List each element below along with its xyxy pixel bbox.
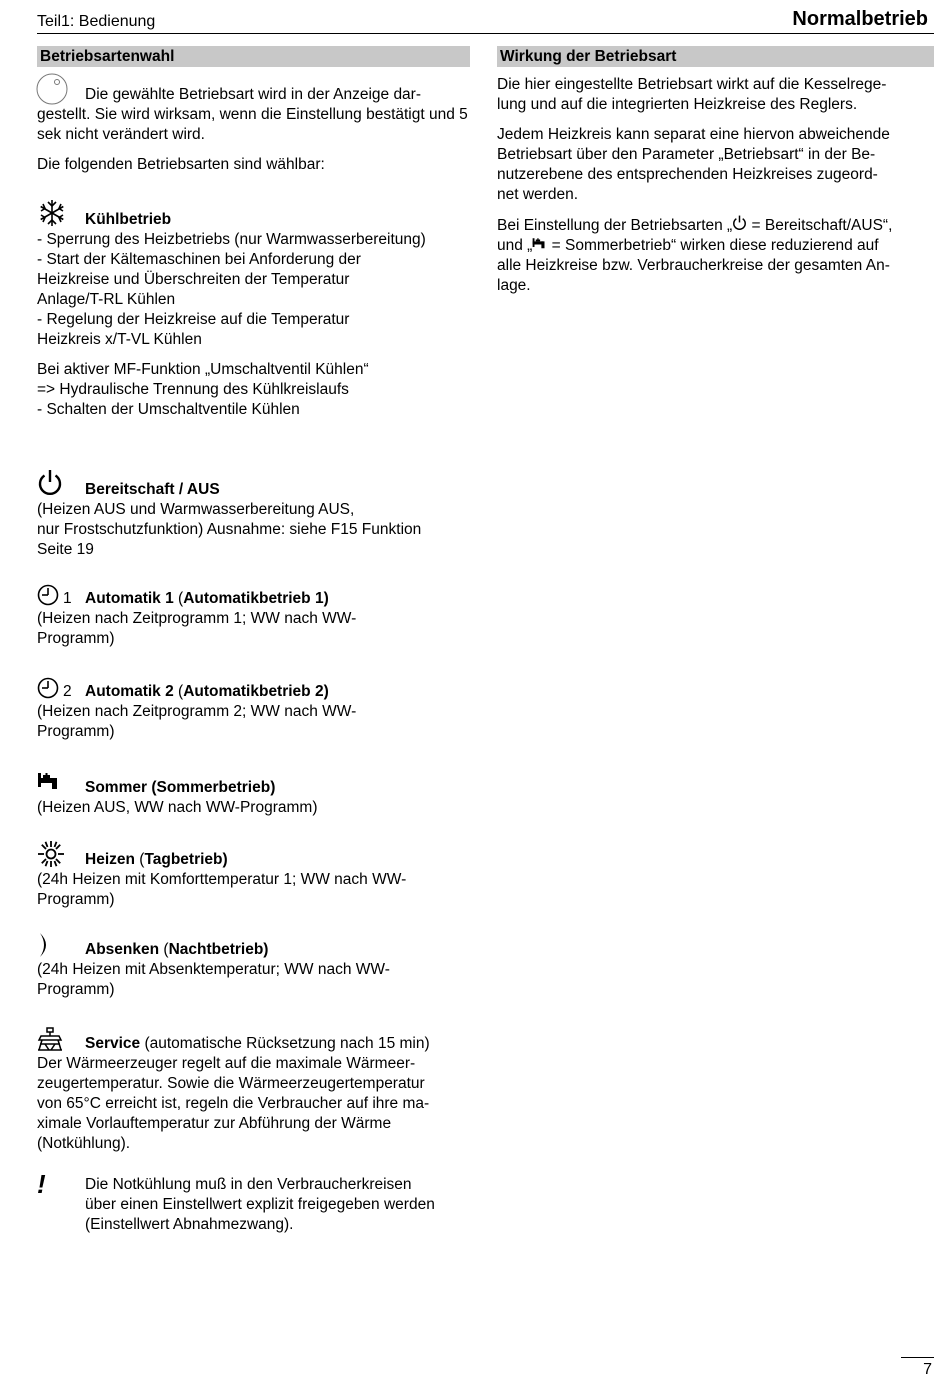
text-line: nutzerebene des entsprechenden Heizkreises zugeord- (497, 166, 878, 183)
cooling-line: Heizkreise und Überschreiten der Temperatur (37, 271, 350, 288)
left-column (37, 46, 470, 175)
cooling-line: - Regelung der Heizkreise auf die Temperatur (37, 311, 350, 328)
moon-icon (37, 932, 55, 958)
footer-divider (901, 1357, 934, 1358)
standby-line: (Heizen AUS und Warmwasserbereitung AUS, (37, 501, 355, 518)
mode-absenken (37, 932, 470, 1000)
right-column (497, 46, 934, 296)
text-line: alle Heizkreise bzw. Verbraucherkreise der gesamten An- (497, 257, 890, 274)
mode-automatik-2 (37, 678, 470, 742)
heat-line: Programm) (37, 891, 115, 908)
mode-heizen (37, 842, 470, 910)
auto2-line: (Heizen nach Zeitprogramm 2; WW nach WW- (37, 703, 357, 720)
note-line: Die Notkühlung muß in den Verbraucherkreisen (85, 1176, 412, 1193)
service-icon (37, 1026, 63, 1052)
power-icon (732, 215, 747, 231)
mode-title: Automatik 1 (Automatikbetrieb 1) (85, 590, 329, 607)
mode-number: 2 (63, 683, 72, 700)
text-line: Betriebsart über den Parameter „Betriebsart“ in der Be- (497, 146, 876, 163)
cooling-line: - Start der Kältemaschinen bei Anforderung der (37, 251, 361, 268)
auto2-line: Programm) (37, 723, 115, 740)
heat-line: (24h Heizen mit Komforttemperatur 1; WW nach WW- (37, 871, 407, 888)
header-divider (37, 33, 934, 34)
cooling-line: Anlage/T-RL Kühlen (37, 291, 176, 308)
right-para-2 (497, 125, 934, 205)
snowflake-icon (37, 198, 67, 228)
mode-service (37, 1026, 470, 1154)
power-icon (37, 469, 63, 497)
text-line: Bei Einstellung der Betriebsarten „ = Bereitschaft/AUS“, (497, 217, 893, 234)
service-line: zeugertemperatur. Sowie die Wärmeerzeugertemperatur (37, 1075, 425, 1092)
section-title-betriebsartenwahl: Betriebsartenwahl (37, 46, 470, 67)
mode-title: Absenken (Nachtbetrieb) (85, 941, 269, 958)
service-line: (Notkühlung). (37, 1135, 131, 1152)
cooling-mf-line: => Hydraulische Trennung des Kühlkreislaufs (37, 381, 349, 398)
mode-standby (37, 470, 470, 560)
note-line: über einen Einstellwert explizit freigegeben werden (85, 1196, 435, 1213)
service-line: von 65°C erreicht ist, regeln die Verbraucher auf ihre ma- (37, 1095, 430, 1112)
faucet-icon (532, 238, 547, 251)
clock-icon (37, 583, 61, 607)
right-para-3 (497, 215, 934, 296)
intro-block (37, 73, 470, 175)
mode-title: Automatik 2 (Automatikbetrieb 2) (85, 683, 329, 700)
lower-line: Programm) (37, 981, 115, 998)
lower-line: (24h Heizen mit Absenktemperatur; WW nach WW- (37, 961, 390, 978)
auto1-line: Programm) (37, 630, 115, 647)
cooling-mf-line: Bei aktiver MF-Funktion „Umschaltventil Kühlen“ (37, 361, 369, 378)
section-title-wirkung: Wirkung der Betriebsart (497, 46, 934, 67)
text-line: und „ = Sommerbetrieb“ wirken diese reduzierend auf (497, 237, 879, 254)
text-line: lage. (497, 277, 531, 294)
knob-icon (36, 73, 70, 107)
page-number: 7 (923, 1361, 932, 1378)
standby-line: Seite 19 (37, 541, 94, 558)
mode-title: Service (automatische Rücksetzung nach 15 min) (85, 1035, 430, 1052)
header-chapter: Teil1: Bedienung (37, 13, 156, 30)
summer-line: (Heizen AUS, WW nach WW-Programm) (37, 799, 318, 816)
text-line: lung und auf die integrierten Heizkreise des Reglers. (497, 96, 858, 113)
cooling-line: - Sperrung des Heizbetriebs (nur Warmwasserbereitung) (37, 231, 426, 248)
mode-title: Kühlbetrieb (85, 211, 172, 228)
intro-text: gestellt. Sie wird wirksam, wenn die Einstellung bestätigt und 5 sek nicht verändert wird. (37, 106, 468, 143)
mode-cooling (37, 198, 470, 420)
mode-title: Sommer (Sommerbetrieb) (85, 779, 276, 796)
note-line: (Einstellwert Abnahmezwang). (85, 1216, 294, 1233)
mode-sommer (37, 774, 470, 818)
exclamation-icon: ! (37, 1169, 46, 1199)
cooling-line: Heizkreis x/T-VL Kühlen (37, 331, 202, 348)
intro-line-1: Die gewählte Betriebsart wird in der Anzeige dar- (85, 86, 422, 103)
mode-title: Bereitschaft / AUS (85, 481, 220, 498)
mode-number: 1 (63, 590, 72, 607)
selectable-intro: Die folgenden Betriebsarten sind wählbar: (37, 156, 325, 173)
service-line: ximale Vorlauftemperatur zur Abführung der Wärme (37, 1115, 392, 1132)
mode-title: Heizen (Tagbetrieb) (85, 851, 228, 868)
text-line: Jedem Heizkreis kann separat eine hiervon abweichende (497, 126, 890, 143)
text-line: Die hier eingestellte Betriebsart wirkt auf die Kesselrege- (497, 76, 887, 93)
sun-icon (37, 840, 65, 868)
right-para-1 (497, 75, 934, 115)
cooling-mf-line: - Schalten der Umschaltventile Kühlen (37, 401, 300, 418)
note-block (37, 1169, 470, 1235)
mode-automatik-1 (37, 585, 470, 649)
header-section: Normalbetrieb (792, 8, 928, 30)
standby-line: nur Frostschutzfunktion) Ausnahme: siehe F15 Funktion (37, 521, 422, 538)
text-line: net werden. (497, 186, 578, 203)
service-line: Der Wärmeerzeuger regelt auf die maximale Wärmeer- (37, 1055, 416, 1072)
auto1-line: (Heizen nach Zeitprogramm 1; WW nach WW- (37, 610, 357, 627)
clock-icon (37, 676, 61, 700)
faucet-icon (37, 773, 61, 793)
